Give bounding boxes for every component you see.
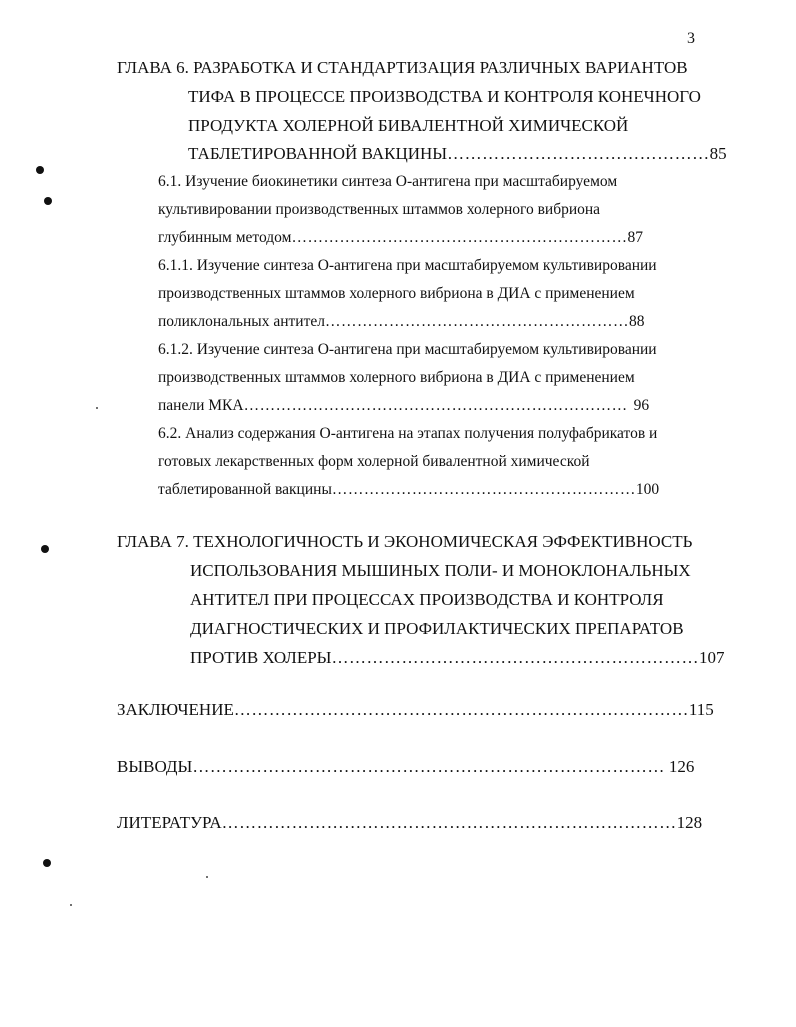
chapter7-line5: ПРОТИВ ХОЛЕРЫ [190, 648, 332, 667]
toc-page-number: 100 [635, 481, 660, 498]
toc-dots: ………………………………………………… [331, 481, 636, 498]
chapter6-line2: ТИФА В ПРОЦЕССЕ ПРОИЗВОДСТВА И КОНТРОЛЯ КОНЕЧНОГО [188, 87, 701, 106]
chapter7-line4: ДИАГНОСТИЧЕСКИХ И ПРОФИЛАКТИЧЕСКИХ ПРЕПАРАТОВ [190, 619, 684, 638]
toc-entry-findings[interactable] [117, 757, 694, 777]
chapter7-line1: ГЛАВА 7. ТЕХНОЛОГИЧНОСТЬ И ЭКОНОМИЧЕСКАЯ ЭФФЕКТИВНОСТЬ [117, 532, 693, 551]
punch-hole-dot [44, 197, 52, 205]
toc-page-number: 87 [627, 229, 643, 246]
toc-dots: ……………………………………………………… [291, 229, 628, 246]
scan-speck [70, 904, 72, 906]
chapter7-line3: АНТИТЕЛ ПРИ ПРОЦЕССАХ ПРОИЗВОДСТВА И КОНТРОЛЯ [190, 590, 664, 609]
section62-line3: таблетированной вакцины [158, 481, 332, 498]
toc-dots: ……………………………………………………………………… [192, 757, 665, 776]
section611-line3: поликлональных антител [158, 313, 325, 330]
toc-page-number: 126 [668, 757, 695, 776]
section612-line2: производственных штаммов холерного вибриона в ДИА с применением [158, 369, 635, 386]
toc-entry-chapter7[interactable] [190, 648, 725, 668]
toc-dots: ………………………………………………… [324, 313, 629, 330]
literature-label: ЛИТЕРАТУРА [117, 813, 222, 832]
toc-page-number: 88 [628, 313, 645, 330]
section61-line3: глубинным методом [158, 229, 292, 246]
toc-dots: ……………………………………………………………… [243, 397, 628, 414]
scan-speck [206, 876, 208, 878]
toc-entry-conclusion[interactable] [117, 700, 714, 720]
punch-hole-dot [36, 166, 44, 174]
scan-speck [96, 407, 98, 409]
chapter6-line1: ГЛАВА 6. РАЗРАБОТКА И СТАНДАРТИЗАЦИЯ РАЗЛИЧНЫХ ВАРИАНТОВ [117, 58, 688, 77]
toc-entry-literature[interactable] [117, 813, 702, 833]
chapter7-line2: ИСПОЛЬЗОВАНИЯ МЫШИНЫХ ПОЛИ- И МОНОКЛОНАЛЬНЫХ [190, 561, 691, 580]
section62-line2: готовых лекарственных форм холерной бивалентной химической [158, 453, 590, 470]
chapter6-line4: ТАБЛЕТИРОВАННОЙ ВАКЦИНЫ [188, 144, 448, 163]
toc-dots: ……………………………………… [447, 144, 710, 163]
toc-page-number: 107 [699, 648, 725, 667]
page-number: 3 [687, 30, 695, 47]
toc-page-number: 85 [709, 144, 727, 163]
toc-page-number: 96 [633, 397, 650, 414]
section612-line1: 6.1.2. Изучение синтеза О-антигена при масштабируемом культивировании [158, 341, 657, 358]
toc-entry-section62[interactable] [158, 480, 659, 500]
chapter6-line3: ПРОДУКТА ХОЛЕРНОЙ БИВАЛЕНТНОЙ ХИМИЧЕСКОЙ [188, 116, 629, 135]
punch-hole-dot [41, 545, 49, 553]
toc-dots: …………………………………………………………………… [221, 813, 677, 832]
toc-dots: …………………………………………………………………… [233, 700, 689, 719]
section62-line1: 6.2. Анализ содержания О-антигена на этапах получения полуфабрикатов и [158, 425, 658, 442]
findings-label: ВЫВОДЫ [117, 757, 193, 776]
toc-entry-section611[interactable] [158, 312, 644, 332]
toc-page-number: 128 [676, 813, 703, 832]
toc-dots: ……………………………………………………… [331, 648, 700, 667]
conclusion-label: ЗАКЛЮЧЕНИЕ [117, 700, 234, 719]
section611-line2: производственных штаммов холерного вибриона в ДИА с применением [158, 285, 635, 302]
section611-line1: 6.1.1. Изучение синтеза О-антигена при масштабируемом культивировании [158, 257, 657, 274]
toc-page-number: 115 [688, 700, 714, 719]
section61-line2: культивировании производственных штаммов холерного вибриона [158, 201, 601, 218]
punch-hole-dot [43, 859, 51, 867]
toc-entry-section612[interactable] [158, 396, 649, 416]
section61-line1: 6.1. Изучение биокинетики синтеза О-антигена при масштабируемом [158, 173, 618, 190]
section612-line3: панели МКА [158, 397, 244, 414]
toc-entry-chapter6[interactable] [188, 144, 727, 164]
toc-entry-section61[interactable] [158, 228, 643, 248]
